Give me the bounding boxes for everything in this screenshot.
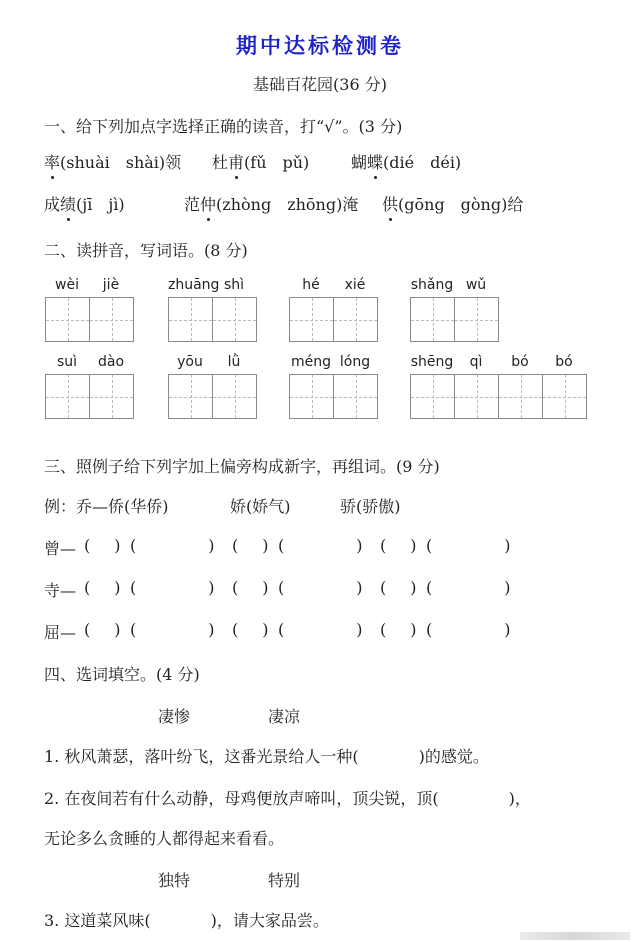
pronunciation-item[interactable] — [212, 150, 309, 173]
blank-word[interactable]: ( ) — [130, 536, 215, 555]
blank-word[interactable]: ( ) — [426, 536, 511, 555]
pronunciation-item[interactable] — [44, 192, 125, 215]
radical-row-char: 寺— — [44, 581, 77, 600]
word-choice: 独特 — [158, 871, 191, 890]
section1-heading: 一、给下列加点字选择正确的读音，打“√”。(3 分) — [44, 117, 403, 136]
dotted-char: 甫 — [228, 150, 244, 173]
section4-heading: 四、选词填空。(4 分) — [44, 665, 200, 684]
pinyin-label: hé — [302, 277, 320, 293]
radical-row-char: 曾— — [44, 539, 77, 558]
word-grid-group — [168, 277, 257, 342]
watermark — [520, 932, 630, 940]
writing-cell[interactable] — [46, 298, 90, 341]
item-suffix: 给 — [507, 195, 524, 214]
blank-char[interactable]: ( ) — [84, 620, 121, 639]
word-grid-group — [289, 277, 378, 342]
section2-heading: 二、读拼音，写词语。(8 分) — [44, 241, 248, 260]
dotted-char: 供 — [382, 192, 398, 215]
writing-cell[interactable] — [213, 375, 256, 418]
radical-row-char: 屈— — [44, 623, 77, 642]
word-grid-group — [410, 277, 499, 342]
pronunciation-item[interactable] — [44, 150, 181, 173]
writing-cell[interactable] — [290, 375, 334, 418]
blank-char[interactable]: ( ) — [84, 536, 121, 555]
item-suffix: 淹 — [342, 195, 359, 214]
pinyin-label: bó — [555, 354, 573, 370]
pinyin-label: shǎng — [410, 277, 454, 293]
writing-cell[interactable] — [213, 298, 256, 341]
dotted-char: 仲 — [200, 192, 216, 215]
pinyin-label: zhuāng — [168, 277, 220, 293]
writing-cell[interactable] — [169, 375, 213, 418]
section-subtitle: 基础百花园(36 分) — [253, 75, 387, 94]
section3-heading: 三、照例子给下列字加上偏旁构成新字，再组词。(9 分) — [44, 457, 440, 476]
writing-cell[interactable] — [499, 375, 543, 418]
pinyin-options: (gōng gòng) — [398, 195, 508, 214]
exam-title: 期中达标检测卷 — [236, 34, 404, 58]
example-third: 骄(骄傲) — [340, 497, 401, 516]
writing-cell[interactable] — [90, 375, 133, 418]
blank-word[interactable]: ( ) — [426, 620, 511, 639]
item-prefix: 蝴 — [351, 153, 368, 172]
question-1: 1. 秋风萧瑟，落叶纷飞，这番光景给人一种( )的感觉。 — [44, 747, 489, 766]
pinyin-label: wèi — [55, 277, 79, 293]
pinyin-label: qì — [469, 354, 483, 370]
pinyin-options: (jī jì) — [76, 195, 125, 214]
pinyin-label: méng — [290, 354, 331, 370]
blank-char[interactable]: ( ) — [380, 578, 417, 597]
pinyin-label: dào — [97, 354, 125, 370]
question-2: 2. 在夜间若有什么动静，母鸡便放声啼叫，顶尖锐，顶( )， — [44, 789, 531, 808]
writing-cell[interactable] — [455, 375, 499, 418]
word-grid-group — [45, 277, 134, 342]
writing-cell[interactable] — [455, 298, 498, 341]
pronunciation-item[interactable] — [184, 192, 358, 215]
word-grid-group — [168, 354, 257, 419]
blank-word[interactable]: ( ) — [278, 536, 363, 555]
writing-cell[interactable] — [411, 375, 455, 418]
question-2-continuation: 无论多么贪睡的人都得起来看看。 — [44, 829, 285, 848]
writing-cell[interactable] — [90, 298, 133, 341]
dotted-char: 率 — [44, 150, 60, 173]
item-prefix: 范 — [184, 195, 201, 214]
word-choice: 凄惨 — [158, 707, 191, 726]
writing-cell[interactable] — [169, 298, 213, 341]
word-grid-group — [410, 354, 587, 419]
blank-word[interactable]: ( ) — [130, 620, 215, 639]
dotted-char: 蝶 — [367, 150, 383, 173]
writing-cell[interactable] — [411, 298, 455, 341]
pinyin-label: wǔ — [465, 277, 487, 293]
blank-char[interactable]: ( ) — [232, 620, 269, 639]
example-label: 例：乔—侨(华侨) — [44, 497, 169, 516]
blank-word[interactable]: ( ) — [130, 578, 215, 597]
dotted-char: 绩 — [60, 192, 76, 215]
pinyin-label: suì — [56, 354, 78, 370]
blank-word[interactable]: ( ) — [278, 620, 363, 639]
writing-cell[interactable] — [334, 298, 377, 341]
pinyin-options: (zhòng zhōng) — [216, 195, 343, 214]
word-grid-group — [289, 354, 378, 419]
item-prefix: 成 — [44, 195, 61, 214]
pinyin-options: (fǔ pǔ) — [244, 153, 310, 172]
blank-word[interactable]: ( ) — [278, 578, 363, 597]
example-second: 娇(娇气) — [230, 497, 291, 516]
pinyin-label: shēng — [410, 354, 454, 370]
pronunciation-item[interactable] — [382, 192, 523, 215]
word-grid-group — [45, 354, 134, 419]
blank-word[interactable]: ( ) — [426, 578, 511, 597]
item-prefix: 杜 — [212, 153, 229, 172]
pinyin-label: bó — [511, 354, 529, 370]
writing-cell[interactable] — [543, 375, 586, 418]
blank-char[interactable]: ( ) — [380, 536, 417, 555]
blank-char[interactable]: ( ) — [84, 578, 121, 597]
pronunciation-item[interactable] — [351, 150, 461, 173]
pinyin-label: shì — [223, 277, 245, 293]
blank-char[interactable]: ( ) — [232, 536, 269, 555]
pinyin-options: (shuài shài) — [60, 153, 166, 172]
blank-char[interactable]: ( ) — [380, 620, 417, 639]
pinyin-options: (dié déi) — [383, 153, 462, 172]
writing-cell[interactable] — [334, 375, 377, 418]
writing-cell[interactable] — [290, 298, 334, 341]
pinyin-label: jiè — [102, 277, 120, 293]
pinyin-label: xié — [344, 277, 366, 293]
writing-cell[interactable] — [46, 375, 90, 418]
word-choice: 凄凉 — [268, 707, 301, 726]
word-choice: 特别 — [268, 871, 301, 890]
pinyin-label: lóng — [339, 354, 371, 370]
pinyin-label: yōu — [177, 354, 203, 370]
blank-char[interactable]: ( ) — [232, 578, 269, 597]
question-3: 3. 这道菜风味( )，请大家品尝。 — [44, 911, 329, 930]
item-suffix: 领 — [165, 153, 182, 172]
pinyin-label: lǜ — [227, 354, 241, 370]
